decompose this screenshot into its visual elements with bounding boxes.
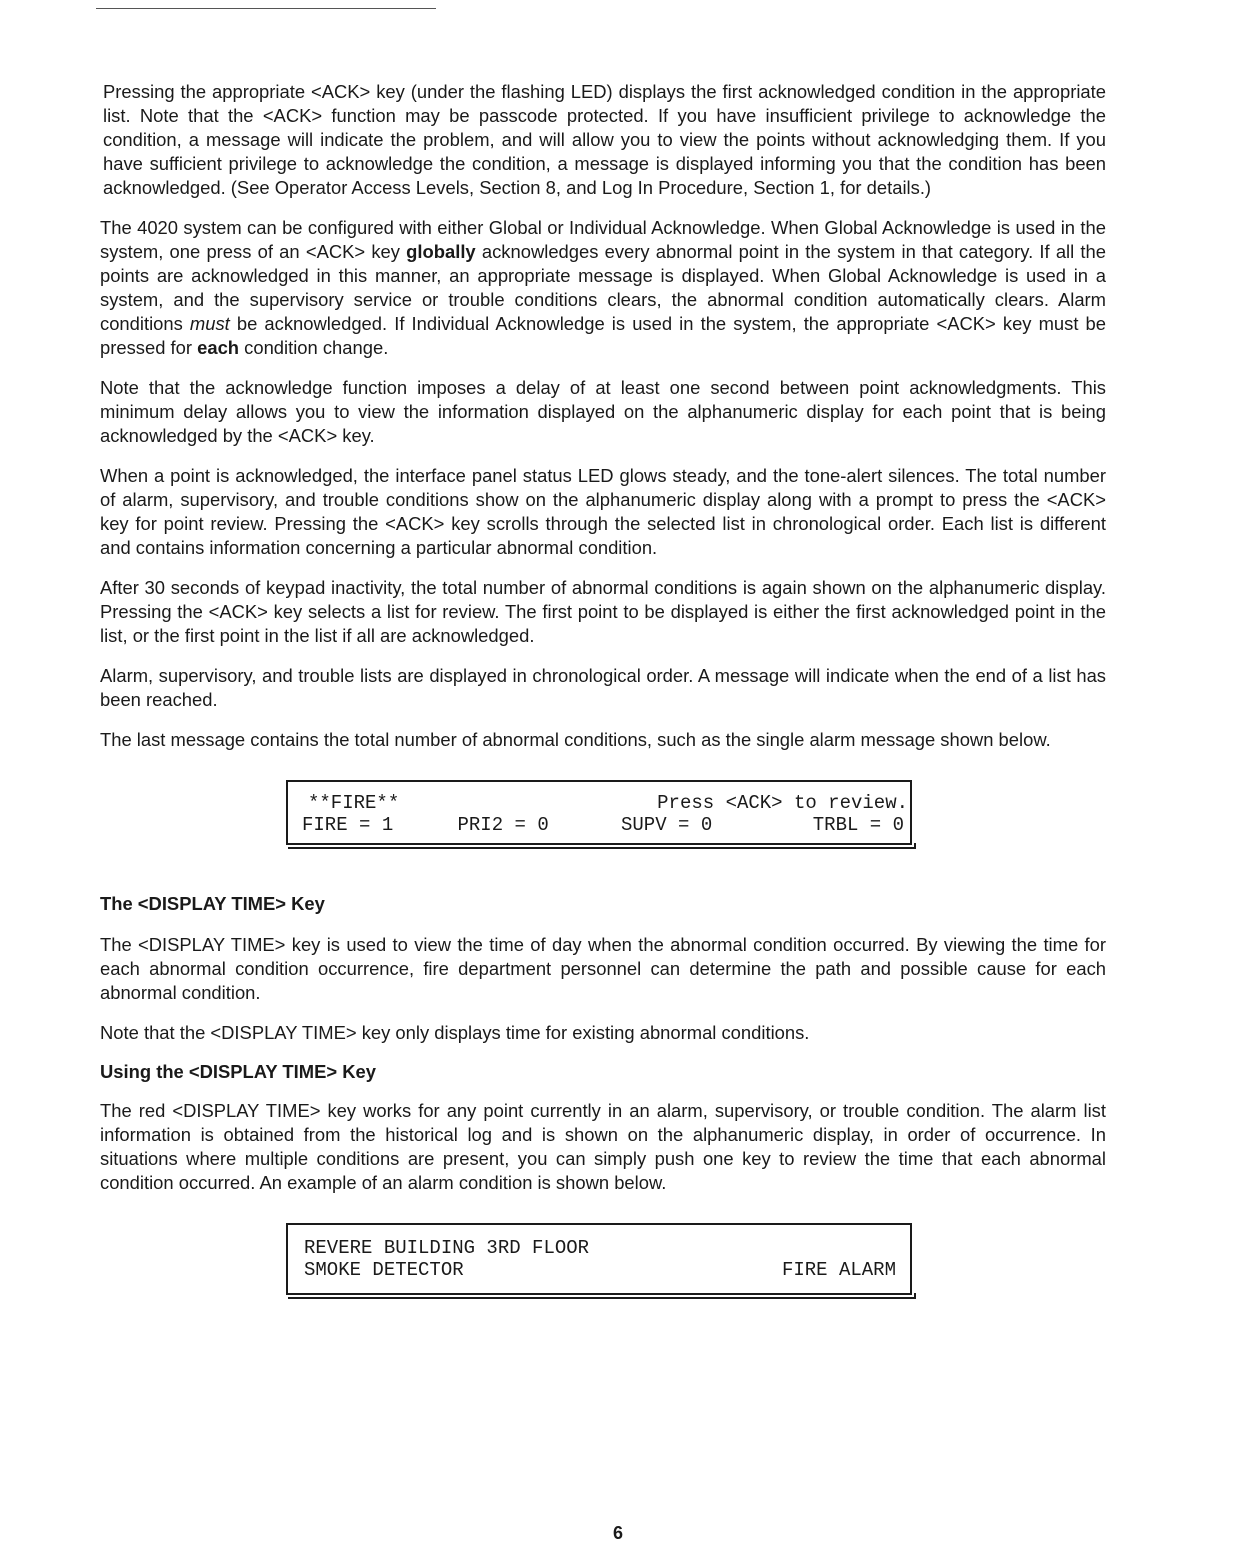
header-rule	[96, 8, 436, 9]
trbl-count: TRBL = 0	[812, 814, 904, 836]
alarm-type: FIRE ALARM	[781, 1259, 896, 1281]
text-run: globally	[406, 241, 476, 262]
paragraph-last-message	[100, 728, 1106, 752]
alarm-device: SMOKE DETECTOR	[304, 1259, 464, 1281]
text-run: The 4020 system can be configured with either Global or Individual Acknowledge. When Global Acknowledge is used in the system, one press of an <ACK> key	[100, 217, 1106, 262]
text-run: condition change.	[239, 337, 389, 358]
text-run: be acknowledged. If Individual Acknowledge is used in the system, the appropriate <ACK> key must be pressed for	[100, 313, 1107, 358]
alarm-display-row-1	[304, 1237, 904, 1259]
alarm-location: REVERE BUILDING 3RD FLOOR	[304, 1237, 590, 1259]
text-run: When a point is acknowledged, the interface panel status LED glows steady, and the tone-alert silences. The total number of alarm, supervisory, and trouble conditions show on the alphanumeric display along with a prompt to press the <ACK> key for point review. Pressing the <ACK> key scrolls through the selected list in chronological order. Each list is different and contains information concerning a particular abnormal condition.	[100, 465, 1106, 558]
alarm-display-row-2	[304, 1259, 904, 1281]
summary-display-row-1	[302, 792, 908, 814]
text-run: must	[189, 313, 230, 334]
text-run: After 30 seconds of keypad inactivity, the total number of abnormal conditions is again shown on the alphanumeric display. Pressing the <ACK> key selects a list for review. The first point to be displayed is either the first acknowledged point in the list, or the first point in the list if all are acknowledged.	[100, 577, 1106, 646]
display-time-paragraph: The <DISPLAY TIME> key is used to view the time of day when the abnormal condition occurred. By viewing the time for each abnormal condition occurrence, fire department personnel can determine the path and possible cause for each abnormal condition.	[100, 934, 1106, 1003]
paragraph-delay-note	[100, 376, 1106, 448]
display-time-heading: The <DISPLAY TIME> Key	[100, 893, 325, 914]
intro-paragraphs	[100, 80, 1106, 752]
using-display-time-heading: Using the <DISPLAY TIME> Key	[100, 1061, 376, 1082]
page-body	[100, 80, 1106, 1343]
using-display-time-paragraph: The red <DISPLAY TIME> key works for any point currently in an alarm, supervisory, or trouble condition. The alarm list information is obtained from the historical log and is shown on the alphanumeric display, in order of occurrence. In situations where multiple conditions are present, you can simply push one key to review the time that each abnormal condition occurred. An example of an alarm condition is shown below.	[100, 1100, 1106, 1193]
text-run: Note that the acknowledge function imposes a delay of at least one second between point acknowledgments. This minimum delay allows you to view the information displayed on the alphanumeric display for each point that is being acknowledged by the <ACK> key.	[100, 377, 1106, 446]
paragraph-point-acknowledged	[100, 464, 1106, 560]
summary-display-box	[286, 780, 912, 845]
paragraph-lists-order	[100, 664, 1106, 712]
fire-count: FIRE = 1	[302, 814, 394, 836]
text-run: acknowledges every abnormal point in the system in that category. If all the points are acknowledged in this manner, an appropriate message is displayed. When Global Acknowledge is used in a system, and the supervisory service or trouble conditions clears, the abnormal condition automatically clears. Alarm conditions	[100, 241, 1106, 334]
fire-banner: **FIRE**	[308, 792, 400, 814]
pri2-count: PRI2 = 0	[457, 814, 549, 836]
paragraph-inactivity	[100, 576, 1106, 648]
text-run: each	[197, 337, 240, 358]
text-run: The last message contains the total number of abnormal conditions, such as the single alarm message shown below.	[100, 729, 1051, 750]
summary-display-row-2	[302, 814, 908, 836]
supv-count: SUPV = 0	[621, 814, 713, 836]
text-run: Pressing the appropriate <ACK> key (under the flashing LED) displays the first acknowledged condition in the appropriate list. Note that the <ACK> function may be passcode protected. If you have insufficient privilege to acknowledge the condition, a message will indicate the problem, and will allow you to view the points without acknowledging them. If you have sufficient privilege to acknowledge the condition, a message is displayed informing you that the condition has been acknowledged. (See Operator Access Levels, Section 8, and Log In Procedure, Section 1, for details.)	[103, 81, 1106, 198]
text-run: Alarm, supervisory, and trouble lists are displayed in chronological order. A message will indicate when the end of a list has been reached.	[100, 665, 1106, 710]
page-number: 6	[612, 1523, 623, 1543]
alarm-display-box	[286, 1223, 912, 1295]
paragraph-global-individual	[100, 216, 1106, 360]
paragraph-ack-intro	[100, 80, 1106, 200]
review-prompt: Press <ACK> to review.	[657, 792, 908, 814]
display-time-note: Note that the <DISPLAY TIME> key only displays time for existing abnormal conditions.	[100, 1022, 810, 1043]
